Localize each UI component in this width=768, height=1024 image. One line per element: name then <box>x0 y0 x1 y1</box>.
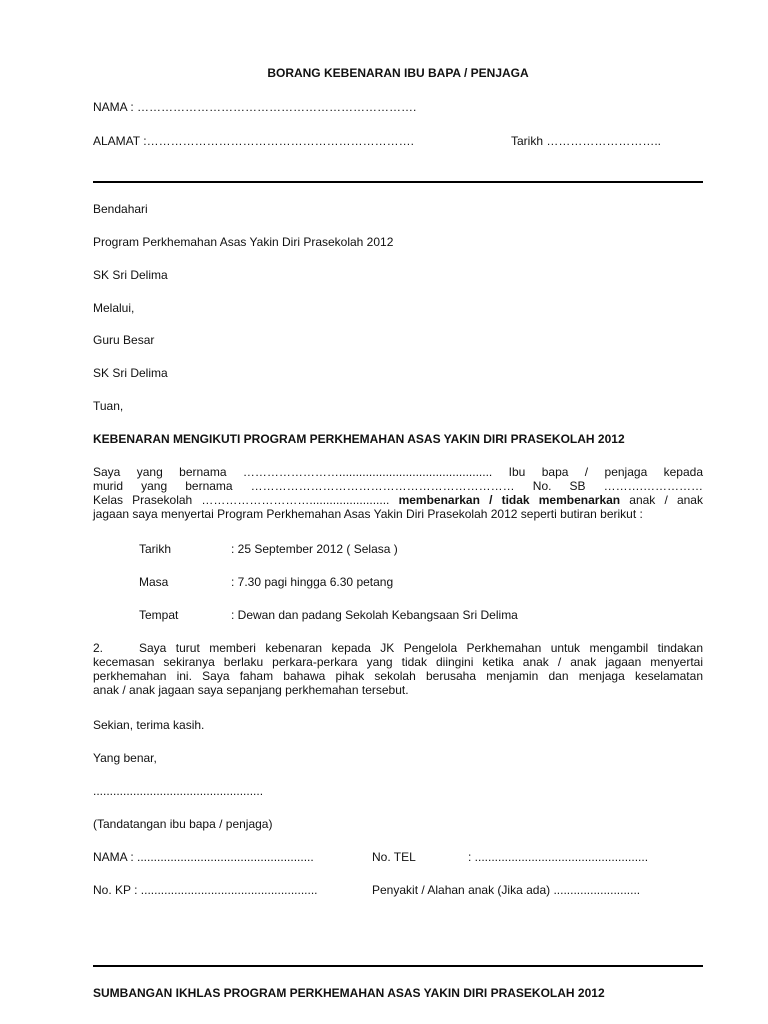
form-title: BORANG KEBENARAN IBU BAPA / PENJAGA <box>267 66 529 80</box>
paragraph-1-row: murid yang bernama ………………………………………………………… No. SB ……….…………… <box>93 479 703 493</box>
paragraph-1 <box>93 465 703 521</box>
anak-text: anak / anak <box>620 493 703 507</box>
addressee-line-4: Melalui, <box>93 301 135 315</box>
alamat-field: ALAMAT :…………………………………………………………. <box>93 134 414 148</box>
paragraph-1-row: Saya yang bernama …………………….............................................. Ibu bapa / penjaga kepada <box>93 465 703 479</box>
permission-choice: membenarkan / tidak membenarkan <box>398 493 621 507</box>
footer-no-kp-field: No. KP : ..................................................... <box>93 883 318 897</box>
footer-no-tel-label: No. TEL <box>372 850 416 864</box>
bottom-heading: SUMBANGAN IKHLAS PROGRAM PERKHEMAHAN ASAS YAKIN DIRI PRASEKOLAH 2012 <box>93 986 605 1000</box>
paragraph-2 <box>93 641 703 697</box>
paragraph-2-row: perkhemahan ini. Saya faham bahawa pihak sekolah berusaha menjamin dan menjaga keselamatan <box>93 669 703 683</box>
subject-heading: KEBENARAN MENGIKUTI PROGRAM PERKHEMAHAN ASAS YAKIN DIRI PRASEKOLAH 2012 <box>93 432 625 446</box>
paragraph-1-row: jagaan saya menyertai Program Perkhemahan Asas Yakin Diri Prasekolah 2012 seperti butiran berikut : <box>93 507 643 521</box>
tarikh-field: Tarikh ……………………….. <box>511 134 662 148</box>
detail-tempat-value: : Dewan dan padang Sekolah Kebangsaan Sri Delima <box>231 608 518 622</box>
signature-line: ................................................... <box>93 784 264 798</box>
addressee-line-6: SK Sri Delima <box>93 366 168 380</box>
detail-tempat-label: Tempat <box>139 608 179 622</box>
header-divider <box>93 181 703 183</box>
addressee-line-5: Guru Besar <box>93 333 155 347</box>
paragraph-2-row: anak / anak jagaan saya sepanjang perkhemahan tersebut. <box>93 683 409 697</box>
footer-divider <box>93 965 703 967</box>
paragraph-1-row <box>93 493 703 507</box>
detail-masa-label: Masa <box>139 575 169 589</box>
footer-no-tel-field: : .................................................... <box>468 850 649 864</box>
signature-caption: (Tandatangan ibu bapa / penjaga) <box>93 817 273 831</box>
detail-masa-value: : 7.30 pagi hingga 6.30 petang <box>231 575 394 589</box>
addressee-line-3: SK Sri Delima <box>93 268 168 282</box>
addressee-line-2: Program Perkhemahan Asas Yakin Diri Prasekolah 2012 <box>93 235 394 249</box>
footer-nama-field: NAMA : ..................................................... <box>93 850 314 864</box>
salutation: Tuan, <box>93 399 124 413</box>
paragraph-2-number: 2. <box>93 641 104 655</box>
paragraph-2-row: kecemasan sekiranya berlaku perkara-perkara yang tidak diingini ketika anak / anak jagaan menyertai <box>93 655 703 669</box>
detail-tarikh-label: Tarikh <box>139 542 172 556</box>
nama-field: NAMA : ……………………………………………………………. <box>93 100 417 114</box>
closing-yang-benar: Yang benar, <box>93 751 157 765</box>
kelas-prasekolah-text: Kelas Prasekolah ………………………........................ <box>93 493 399 507</box>
addressee-line-1: Bendahari <box>93 202 148 216</box>
detail-tarikh-value: : 25 September 2012 ( Selasa ) <box>231 542 398 556</box>
closing-thanks: Sekian, terima kasih. <box>93 718 205 732</box>
footer-penyakit-field: Penyakit / Alahan anak (Jika ada) .......................... <box>372 883 641 897</box>
paragraph-2-row: Saya turut memberi kebenaran kepada JK Pengelola Perkhemahan untuk mengambil tindakan <box>139 641 703 655</box>
